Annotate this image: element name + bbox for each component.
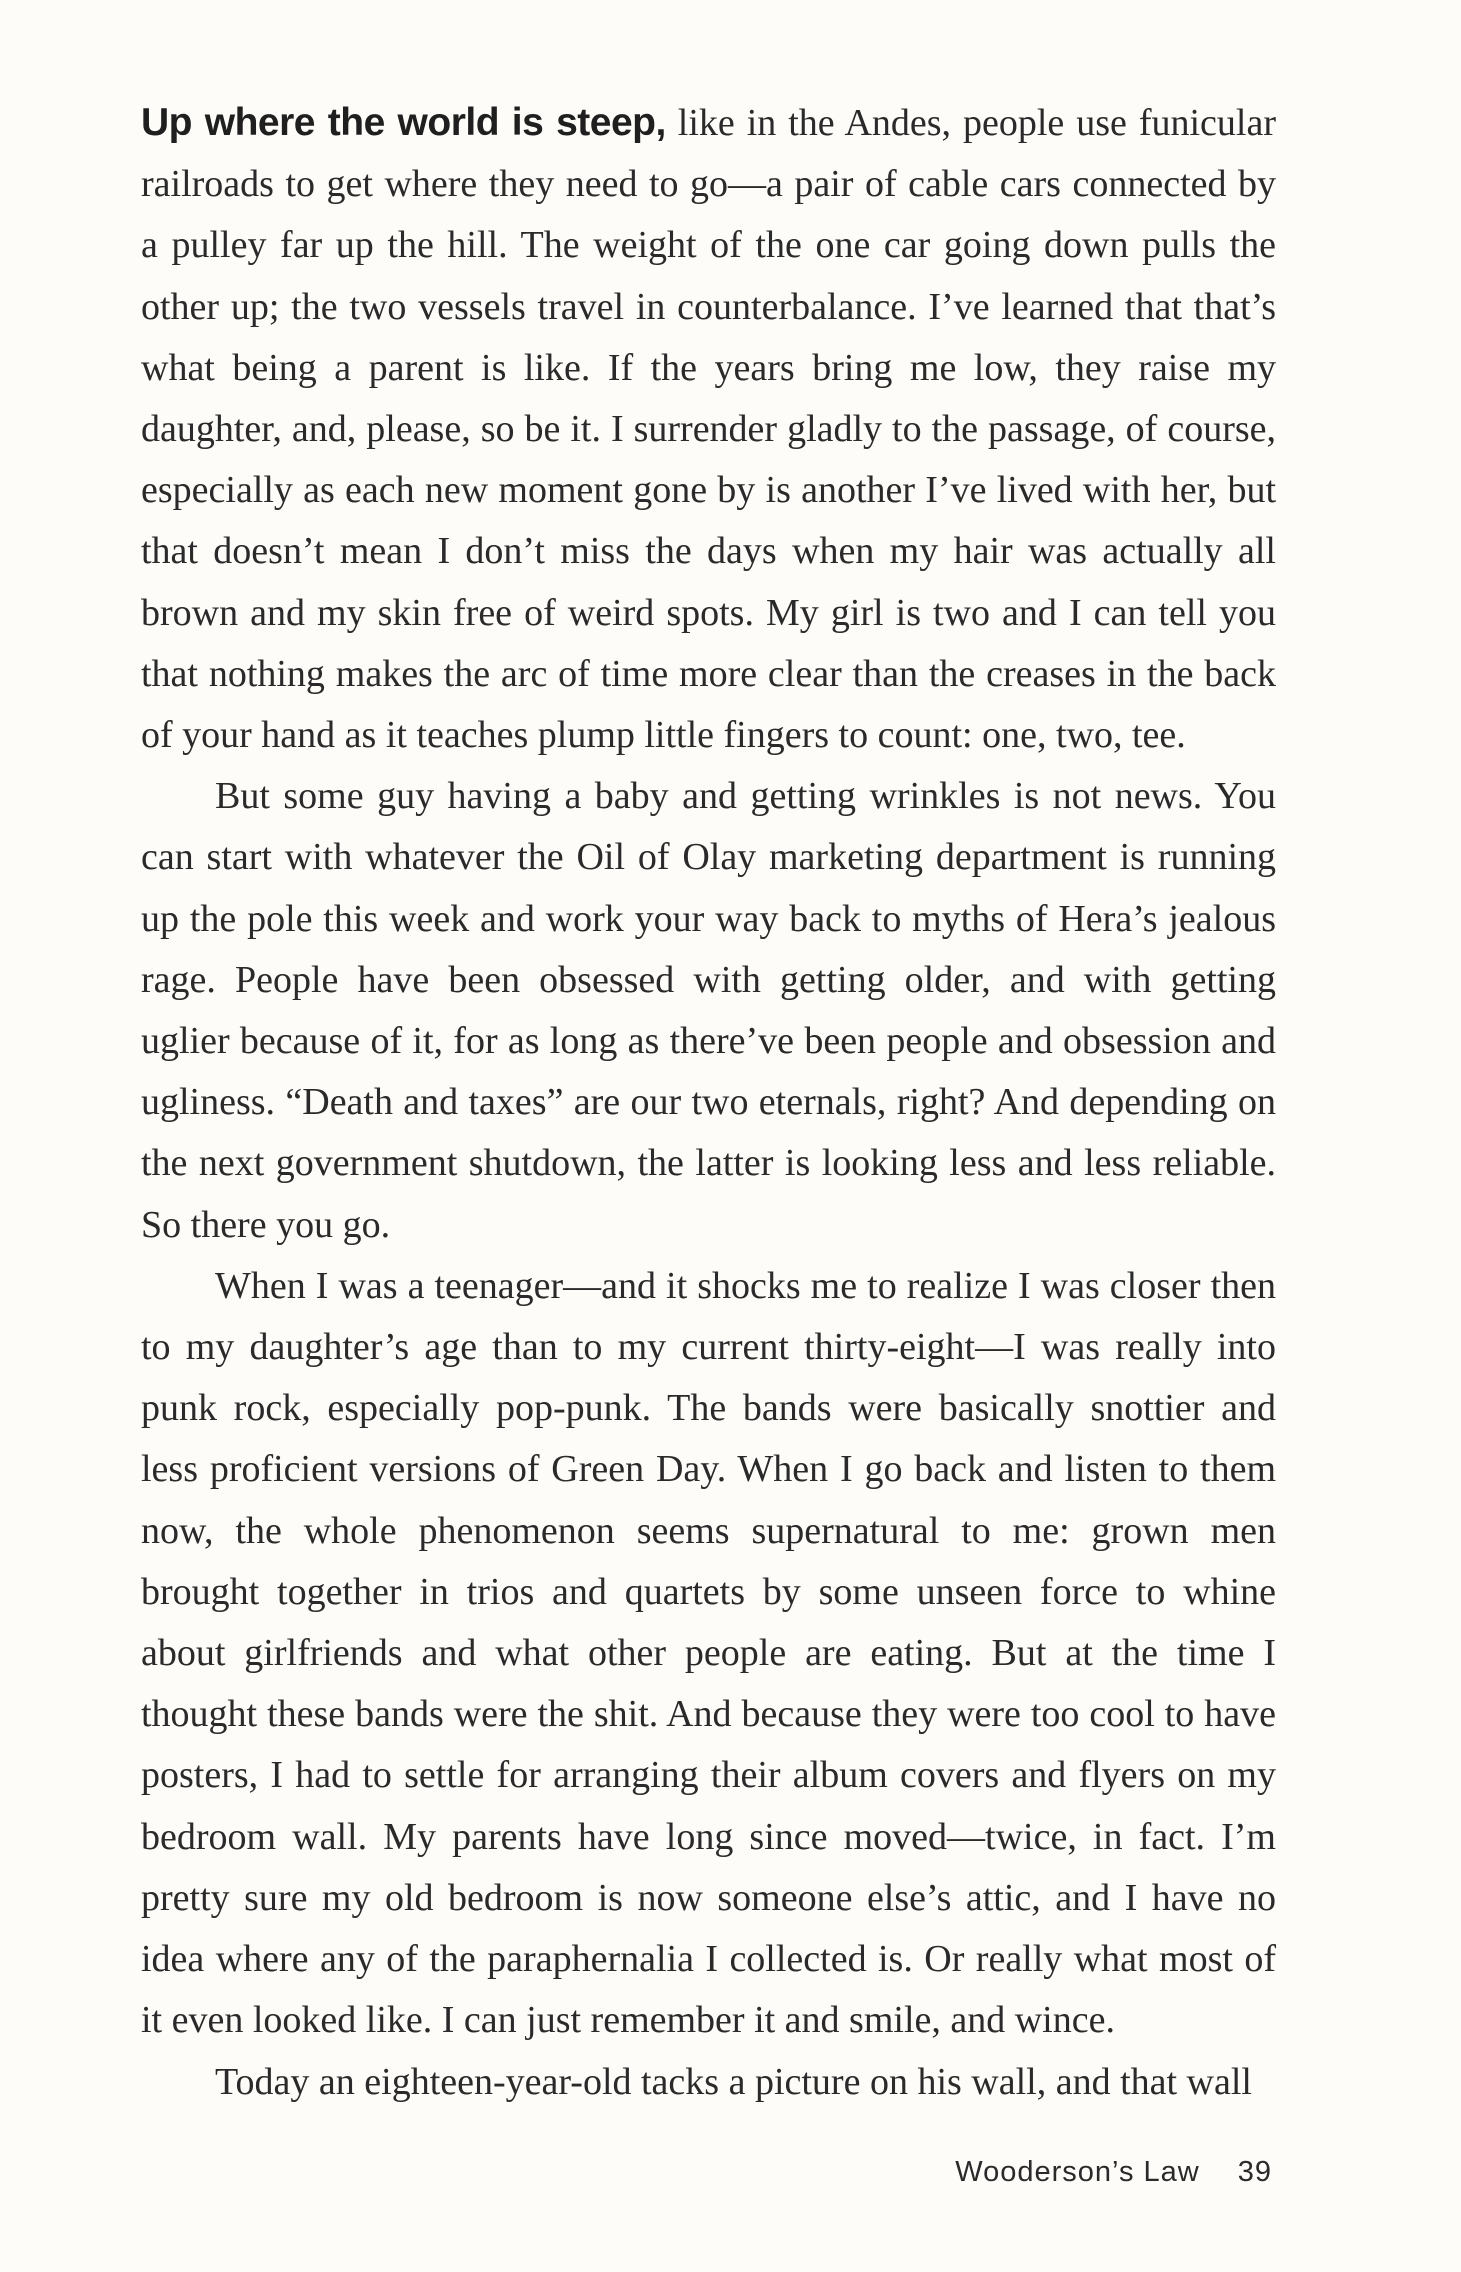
running-title: Wooderson’s Law — [955, 2156, 1200, 2188]
paragraph-3: When I was a teenager—and it shocks me to realize I was closer then to my daughter’s age than to my current thirty-eight—I was really into punk rock, especially pop-punk. The bands were basically snottier and less proficient versions of Green Day. When I go back and listen to them now, the whole phenomenon seems supernatural to me: grown men brought together in trios and quartets by some unseen force to whine about girlfriends and what other people are eating. But at the time I thought these bands were the shit. And because they were too cool to have posters, I had to settle for arranging their album covers and flyers on my bedroom wall. My parents have long since moved—twice, in fact. I’m pretty sure my old bedroom is now someone else’s attic, and I have no idea where any of the paraphernalia I collected is. Or really what most of it even looked like. I can just remember it and smile, and wince. — [141, 1264, 1276, 2042]
paragraph-4: Today an eighteen-year-old tacks a picture on his wall, and that wall — [215, 2060, 1252, 2103]
page-footer — [0, 2156, 1272, 2189]
page-number: 39 — [1237, 2156, 1272, 2188]
lead-in-phrase: Up where the world is steep, — [141, 101, 666, 144]
paragraph-1 — [141, 92, 1276, 766]
paragraph-2: But some guy having a baby and getting wrinkles is not news. You can start with whatever the Oil of Olay marketing department is running up the pole this week and work your way back to myths of Hera’s jealous rage. People have been obsessed with getting older, and with getting uglier because of it, for as long as there’ve been people and obsession and ugliness. “Death and taxes” are our two eternals, right? And depending on the next government shutdown, the latter is looking less and less reliable. So there you go. — [141, 775, 1276, 1246]
paragraph-1-text: like in the Andes, people use funicular railroads to get where they need to go—a pair of cable cars connected by a pulley far up the hill. The weight of the one car going down pulls the other up; the two vessels travel in counterbalance. I’ve learned that that’s what being a parent is like. If the years bring me low, they raise my daughter, and, please, so be it. I surrender gladly to the passage, of course, especially as each new moment gone by is another I’ve lived with her, but that doesn’t mean I don’t miss the days when my hair was actually all brown and my skin free of weird spots. My girl is two and I can tell you that nothing makes the arc of time more clear than the creases in the back of your hand as it teaches plump little fingers to count: one, two, tee. — [141, 102, 1276, 757]
body-text — [141, 92, 1276, 2113]
